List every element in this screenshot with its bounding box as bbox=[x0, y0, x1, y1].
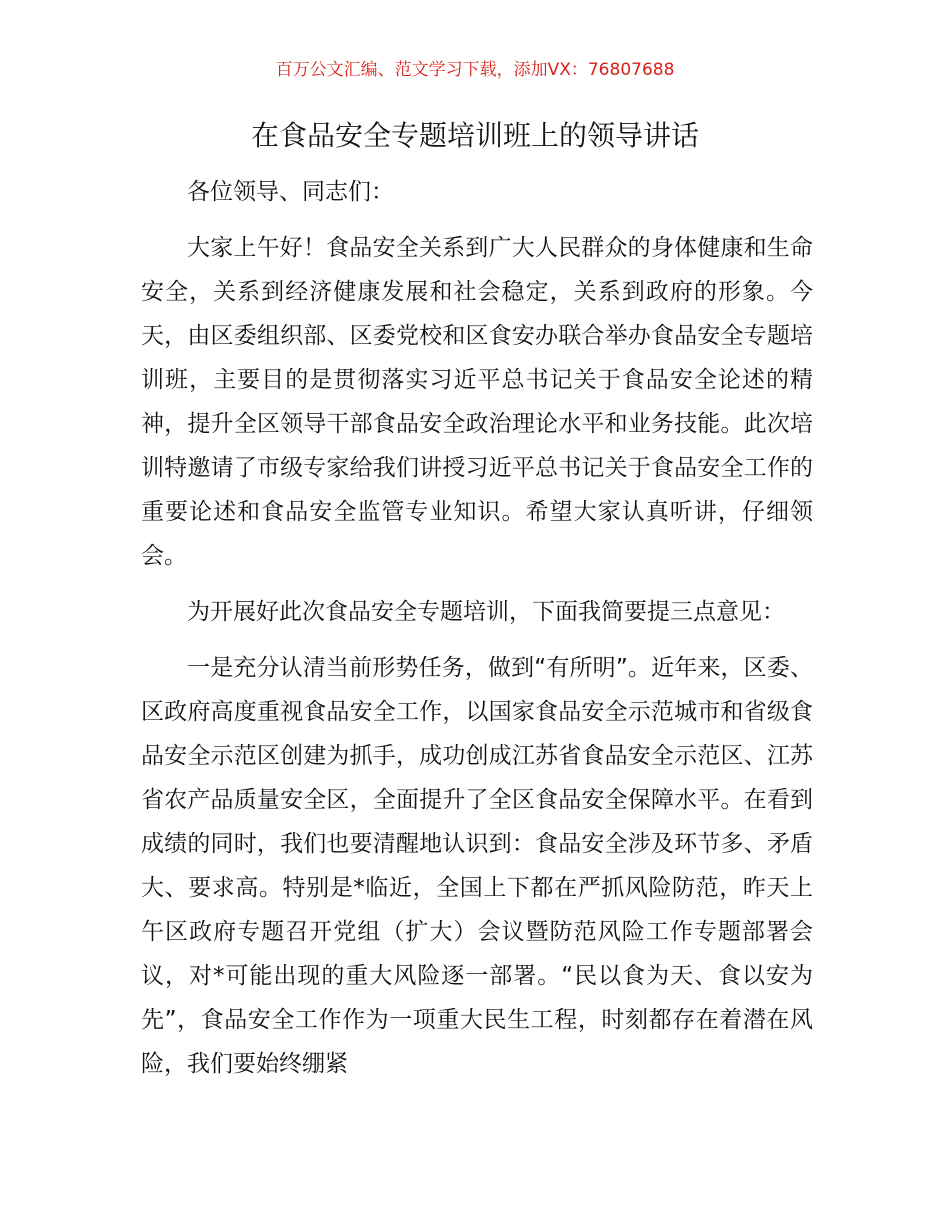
document-body bbox=[141, 170, 813, 1098]
header-watermark-note: 百万公文汇编、范文学习下载，添加VX：76807688 bbox=[275, 60, 675, 80]
document-title: 在食品安全专题培训班上的领导讲话 bbox=[250, 119, 699, 152]
salutation: 各位领导、同志们： bbox=[187, 179, 394, 205]
paragraph-opening: 大家上午好！食品安全关系到广大人民群众的身体健康和生命安全，关系到经济健康发展和社会稳定，关系到政府的形象。今天，由区委组织部、区委党校和区食安办联合举办食品安全专题培训班，主要目的是贯彻落实习近平总书记关于食品安全论述的精神，提升全区领导干部食品安全政治理论水平和业务技能。此次培训特邀请了市级专家给我们讲授习近平总书记关于食品安全工作的重要论述和食品安全监管专业知识。希望大家认真听讲，仔细领会。 bbox=[141, 235, 813, 569]
paragraph-point-one: 一是充分认清当前形势任务，做到“有所明”。近年来，区委、区政府高度重视食品安全工作，以国家食品安全示范城市和省级食品安全示范区创建为抓手，成功创成江苏省食品安全示范区、江苏省农产品质量安全区，全面提升了全区食品安全保障水平。在看到成绩的同时，我们也要清醒地认识到：食品安全涉及环节多、矛盾大、要求高。特别是*临近，全国上下都在严抓风险防范，昨天上午区政府专题召开党组（扩大）会议暨防范风险工作专题部署会议，对*可能出现的重大风险逐一部署。“民以食为天、食以安为先”，食品安全工作作为一项重大民生工程，时刻都存在着潜在风险，我们要始终绷紧 bbox=[141, 655, 813, 1077]
paragraph-transition: 为开展好此次食品安全专题培训，下面我简要提三点意见： bbox=[187, 599, 785, 625]
